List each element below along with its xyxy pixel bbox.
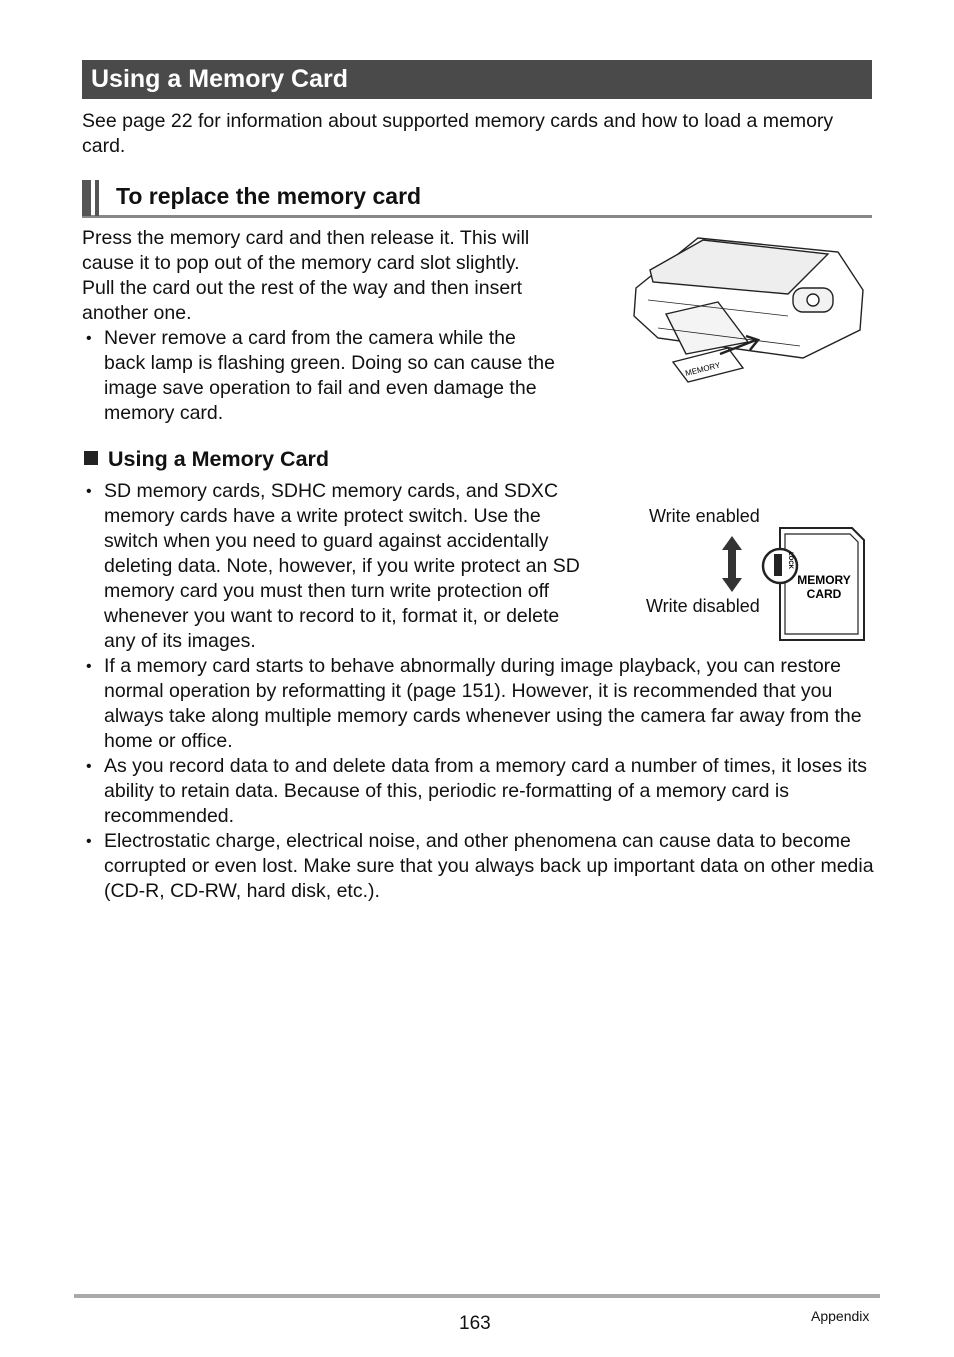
write-disabled-label: Write disabled: [646, 596, 760, 616]
bullet-item: • Electrostatic charge, electrical noise, and other phenomena can cause data to become corrupted or even lost. Make sure that you always back up important data on other media (CD-R, CD-RW, hard disk, etc.).: [82, 829, 882, 904]
bullet-item: • As you record data to and delete data from a memory card a number of times, it loses its ability to retain data. Because of this, periodic re-formatting of a memory card is recommended.: [82, 754, 882, 829]
double-arrow-icon: [722, 536, 742, 592]
square-bullet-icon: [84, 451, 98, 465]
bullet-line: • SD memory cards, SDHC memory cards, and SDXC: [104, 480, 559, 502]
usage-bullets: [82, 654, 882, 904]
lock-label: LOCK: [787, 552, 793, 569]
bullet-line: memory card you must then turn write protection off: [104, 580, 550, 602]
bullet-item: [82, 326, 612, 426]
footer-section-label: Appendix: [811, 1308, 870, 1324]
bullet-line: switch when you need to guard against accidentally: [104, 530, 549, 552]
replace-bullets: [82, 326, 612, 426]
section-title-bar: [82, 60, 872, 99]
paragraph-line: Pull the card out the rest of the way and then insert: [82, 277, 523, 299]
page-number: 163: [459, 1313, 491, 1334]
paragraph-line: Press the memory card and then release it. This will: [82, 227, 530, 249]
bullet-line: memory cards have a write protect switch. Use the: [104, 505, 541, 527]
usage-heading-text: Using a Memory Card: [108, 447, 330, 471]
lock-switch-icon: [774, 554, 782, 576]
card-text-line2: CARD: [806, 587, 842, 601]
usage-heading: [84, 447, 329, 472]
subsection-heading-text: To replace the memory card: [116, 183, 422, 209]
bullet-line: memory card.: [104, 402, 224, 424]
bullet-line: whenever you want to record to it, format it, or delete: [104, 605, 560, 627]
bullet-line: any of its images.: [104, 630, 256, 652]
bullet-item: • If a memory card starts to behave abnormally during image playback, you can restore normal operation by reformatting it (page 151). However, it is recommended that you always take along multiple memory cards whenever using the camera far away from the home or office.: [82, 654, 882, 754]
sd-card-diagram: [712, 524, 872, 644]
paragraph-line: cause it to pop out of the memory card slot slightly.: [82, 252, 520, 274]
card-text-line1: MEMORY: [797, 573, 851, 587]
subsection-heading: [82, 178, 872, 218]
paragraph-line: another one.: [82, 302, 192, 324]
write-protect-bullet: [82, 479, 642, 654]
intro-text: See page 22 for information about supported memory cards and how to load a memory card.: [82, 110, 834, 157]
bullet-line: • Never remove a card from the camera while the: [104, 327, 516, 349]
write-enabled-label: Write enabled: [649, 506, 760, 526]
bullet-line: deleting data. Note, however, if you write protect an SD: [104, 555, 580, 577]
heading-marker: [82, 180, 91, 216]
card-label: MEMORY: [684, 360, 722, 378]
section-title: Using a Memory Card: [91, 65, 349, 93]
footer-divider: [74, 1294, 880, 1298]
bullet-item: [82, 479, 642, 654]
bullet-line: back lamp is flashing green. Doing so can cause the: [104, 352, 555, 374]
replace-paragraph: [82, 226, 602, 326]
heading-marker: [95, 180, 99, 216]
dial-center: [807, 294, 819, 306]
camera-card-illustration: [628, 230, 868, 390]
bullet-line: image save operation to fail and even damage the: [104, 377, 537, 399]
